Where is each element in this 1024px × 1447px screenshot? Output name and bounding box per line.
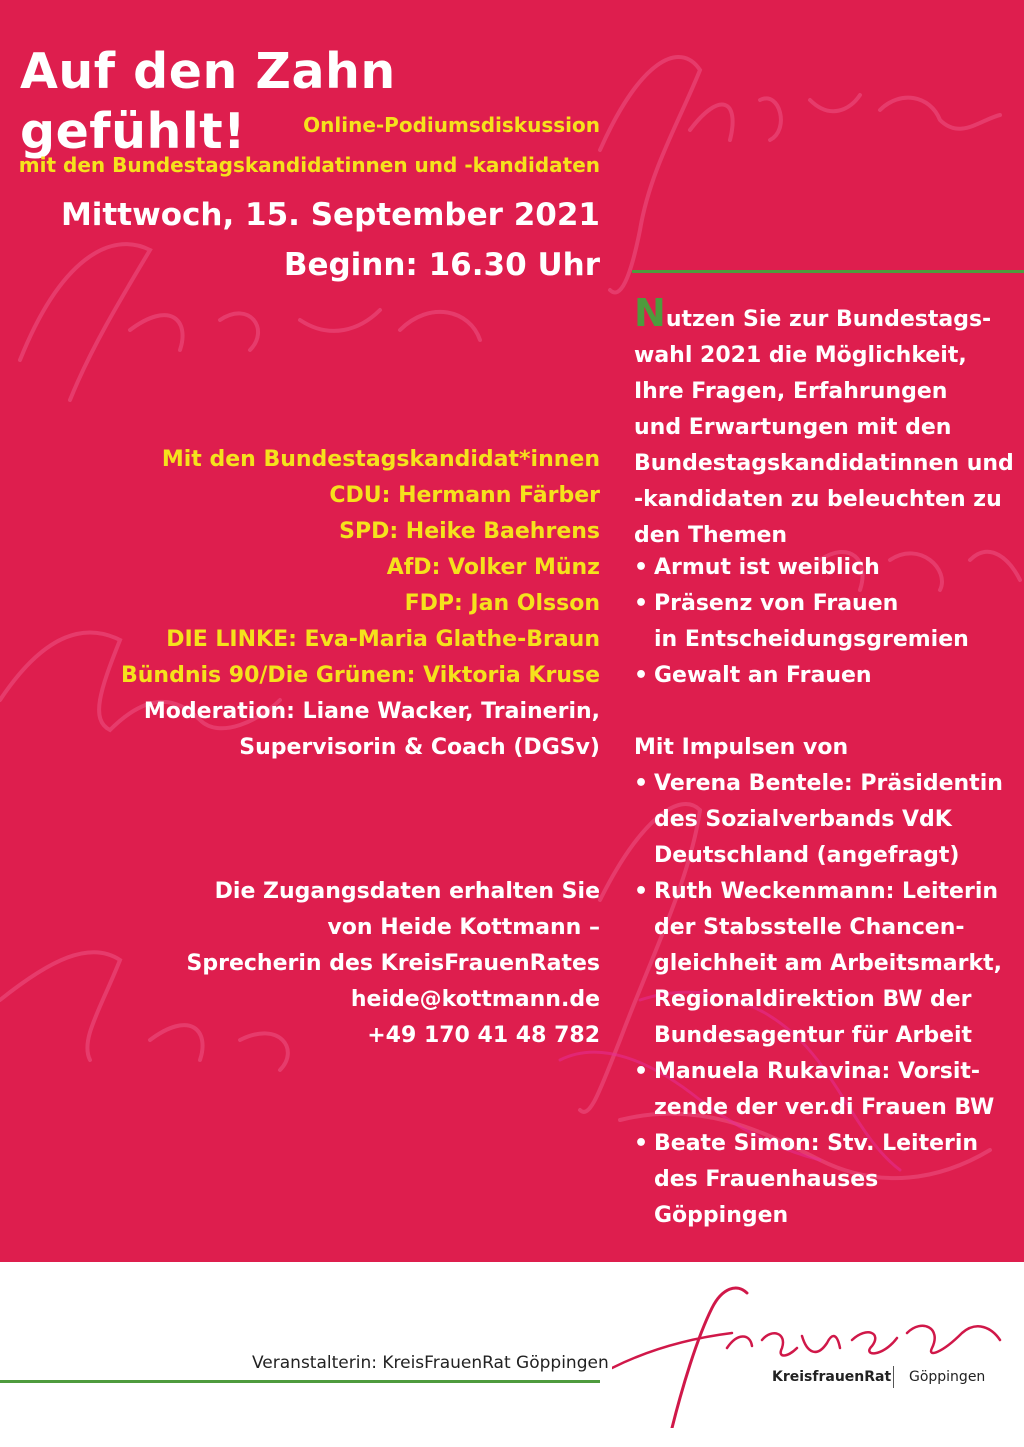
moderation-line: Moderation: Liane Wacker, Trainerin,: [143, 699, 600, 724]
logo-bold-text: KreisfrauenRat: [772, 1369, 892, 1385]
frauen-logo-script: [612, 1278, 1002, 1428]
bullet: •: [634, 1059, 649, 1084]
topic-item: [634, 550, 1014, 586]
topic-item: [634, 658, 1014, 694]
bullet: •: [634, 771, 649, 796]
access-line: Die Zugangsdaten erhalten Sie: [214, 879, 600, 904]
organizer-credit: Veranstalterin: KreisFrauenRat Göppingen: [252, 1353, 609, 1373]
impulse-item: [634, 1126, 1014, 1234]
intro-paragraph: [634, 291, 1014, 554]
topic-text: Armut ist weiblich: [654, 555, 880, 580]
logo-wordmark: [772, 1369, 985, 1385]
candidate-item: FDP: Jan Olsson: [404, 591, 600, 616]
event-subtitle-participants: mit den Bundestagskandidatinnen und -kandidaten: [18, 153, 600, 177]
candidates-block: [40, 442, 600, 766]
contact-email-link[interactable]: heide@kottmann.de: [350, 987, 600, 1012]
candidate-item: SPD: Heike Baehrens: [339, 519, 600, 544]
topic-text: Präsenz von Frauen in Entscheidungsgremien: [654, 591, 969, 652]
logo-regular-text: Göppingen: [908, 1369, 986, 1385]
access-line: Sprecherin des KreisFrauenRates: [186, 951, 600, 976]
bullet: •: [634, 591, 649, 616]
candidate-item: CDU: Hermann Färber: [329, 483, 600, 508]
logo-separator: [893, 1366, 894, 1388]
candidate-item: DIE LINKE: Eva-Maria Glathe-Braun: [166, 627, 600, 652]
candidates-heading: Mit den Bundestagskandidat*innen: [161, 447, 600, 472]
green-divider-line: [632, 270, 1024, 273]
bullet: •: [634, 663, 649, 688]
moderation-line: Supervisorin & Coach (DGSv): [239, 735, 600, 760]
access-info-block: [40, 874, 600, 1054]
event-start-time: Beginn: 16.30 Uhr: [283, 247, 600, 283]
impulse-text: Ruth Weckenmann: Leiterin der Stabsstelle Chancen- gleichheit am Arbeitsmarkt, Regionaldirektion BW der Bundesagentur für Arbeit: [654, 879, 1003, 1048]
contact-phone-link[interactable]: +49 170 41 48 782: [367, 1023, 600, 1048]
event-date: Mittwoch, 15. September 2021: [60, 197, 600, 233]
bullet: •: [634, 1131, 649, 1156]
impulses-list: [634, 766, 1014, 1234]
impulse-text: Verena Bentele: Präsidentin des Sozialverbands VdK Deutschland (angefragt): [654, 771, 1003, 868]
impulse-text: Beate Simon: Stv. Leiterin des Frauenhauses Göppingen: [654, 1131, 979, 1228]
bullet: •: [634, 879, 649, 904]
impulse-item: [634, 766, 1014, 874]
impulse-item: [634, 874, 1014, 1054]
footer-green-line: [0, 1380, 600, 1383]
candidate-item: AfD: Volker Münz: [386, 555, 600, 580]
impulses-heading: Mit Impulsen von: [634, 735, 849, 760]
candidate-item: Bündnis 90/Die Grünen: Viktoria Kruse: [120, 663, 600, 688]
impulse-item: [634, 1054, 1014, 1126]
bullet: •: [634, 555, 649, 580]
impulse-text: Manuela Rukavina: Vorsit- zende der ver.di Frauen BW: [654, 1059, 995, 1120]
event-title: Auf den Zahn gefühlt!: [20, 43, 396, 160]
event-subtitle-format: Online-Podiumsdiskussion: [303, 113, 600, 137]
topics-list: [634, 550, 1014, 694]
topic-text: Gewalt an Frauen: [654, 663, 872, 688]
access-line: von Heide Kottmann –: [327, 915, 600, 940]
intro-dropcap: N: [634, 291, 666, 335]
topic-item: [634, 586, 1014, 658]
intro-text: utzen Sie zur Bundestags- wahl 2021 die Möglichkeit, Ihre Fragen, Erfahrungen und Erwartungen mit den Bundestagskandidatinnen und -kandidaten zu beleuchten zu den Themen: [634, 307, 1014, 548]
